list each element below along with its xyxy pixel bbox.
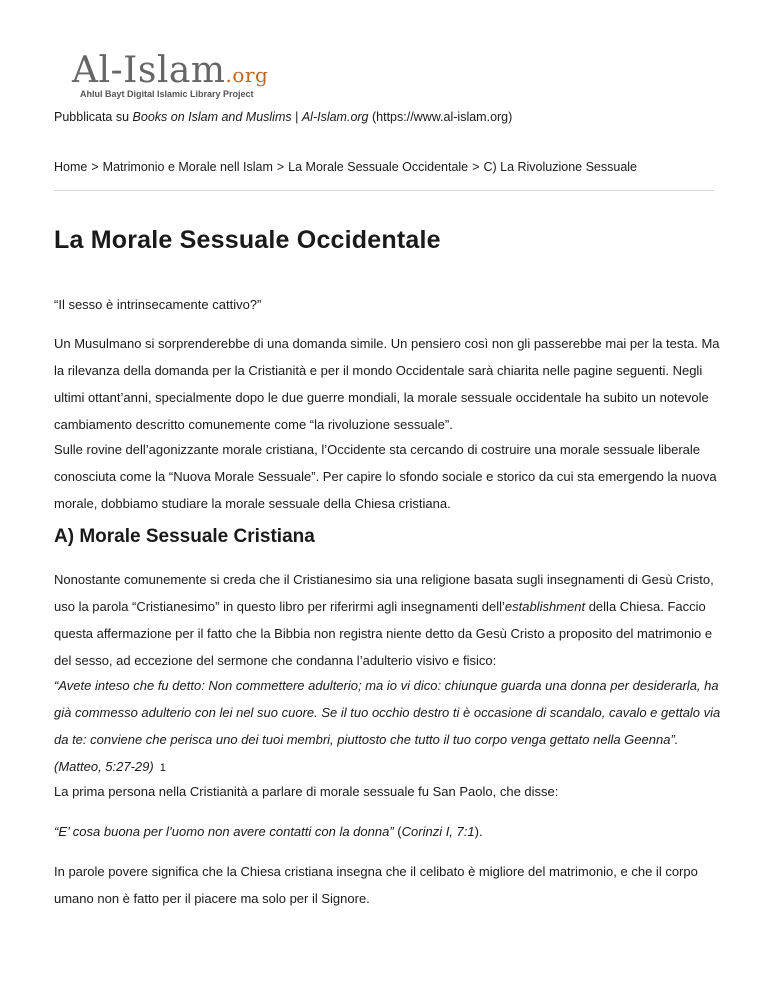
site-logo[interactable] [72,52,292,102]
breadcrumb-separator: > [276,160,285,174]
quote-corinzi: “E’ cosa buona per l’uomo non avere contatti con la donna” (Corinzi I, 7:1). [54,824,483,839]
paragraph-paolo: La prima persona nella Cristianità a parlare di morale sessuale fu San Paolo, che disse: [54,784,559,799]
breadcrumb-separator: > [91,160,99,174]
breadcrumb-separator: > [472,160,480,174]
paragraph-christianity: Nonostante comunemente si creda che il Cristianesimo sia una religione basata sugli insegnamenti di Gesù Cristo, uso la parola “Cristianesimo” in questo libro per riferirmi agli insegnamenti dell’establishment della Chiesa. Faccio questa affermazione per il fatto che la Bibbia non registra niente detto da Gesù Cristo a proposito del matrimonio e del sesso, ad eccezione del sermone che condanna l’adulterio visivo e fisico: [54,572,714,668]
paragraph-intro: Un Musulmano si sorprenderebbe di una domanda simile. Un pensiero così non gli passerebbe mai per la testa. Ma la rilevanza della domanda per la Cristianità e per il mondo Occidentale sarà chiarita nelle pagine seguenti. Negli ultimi ottant’anni, specialmente dopo le due guerre mondiali, la morale sessuale occidentale ha subito un notevole cambiamento descritto comunemente come “la rivoluzione sessuale”. [54,336,720,432]
footnote-link[interactable]: 1 [159,762,166,774]
logo-tagline: Ahlul Bayt Digital Islamic Library Project [80,89,254,99]
breadcrumb-matrimonio[interactable]: Matrimonio e Morale nell Islam [102,160,273,174]
published-line: Pubblicata su Books on Islam and Muslims | Al-Islam.org (https://www.al-islam.org) [54,110,513,124]
page-title: La Morale Sessuale Occidentale [54,226,441,254]
breadcrumb-rivoluzione[interactable]: C) La Rivoluzione Sessuale [483,160,638,174]
source-url[interactable]: (https://www.al-islam.org) [368,110,513,124]
paragraph-celibato: In parole povere significa che la Chiesa cristiana insegna che il celibato è migliore del matrimonio, e che il corpo umano non è fatto per il piacere ma solo per il Signore. [54,864,698,906]
source-name[interactable]: Al-Islam.org [301,110,369,124]
site-name[interactable]: Books on Islam and Muslims [132,110,292,124]
breadcrumb-morale-occidentale[interactable]: La Morale Sessuale Occidentale [288,160,469,174]
paragraph-question: “Il sesso è intrinsecamente cattivo?” [54,297,262,312]
paragraph-ruins: Sulle rovine dell’agonizzante morale cristiana, l’Occidente sta cercando di costruire una morale sessuale liberale conosciuta come la “Nuova Morale Sessuale”. Per capire lo sfondo sociale e storico da cui sta emergendo la nuova morale, dobbiamo studiare la morale sessuale della Chiesa cristiana. [54,442,717,511]
logo-wordmark: Al-Islam.org [72,50,269,91]
header-divider [54,190,714,191]
breadcrumb [54,160,637,174]
quote-matthew: “Avete inteso che fu detto: Non commettere adulterio; ma io vi dico: chiunque guarda una donna per desiderarla, ha già commesso adulterio con lei nel suo cuore. Se il tuo occhio destro ti è occasione di scandalo, cavalo e gettalo via da te: conviene che perisca uno dei tuoi membri, piuttosto che tutto il tuo corpo venga gettato nella Geenna”. (Matteo, 5:27-29) 1 [54,678,721,774]
breadcrumb-home[interactable]: Home [54,160,88,174]
section-heading: A) Morale Sessuale Cristiana [54,526,315,547]
